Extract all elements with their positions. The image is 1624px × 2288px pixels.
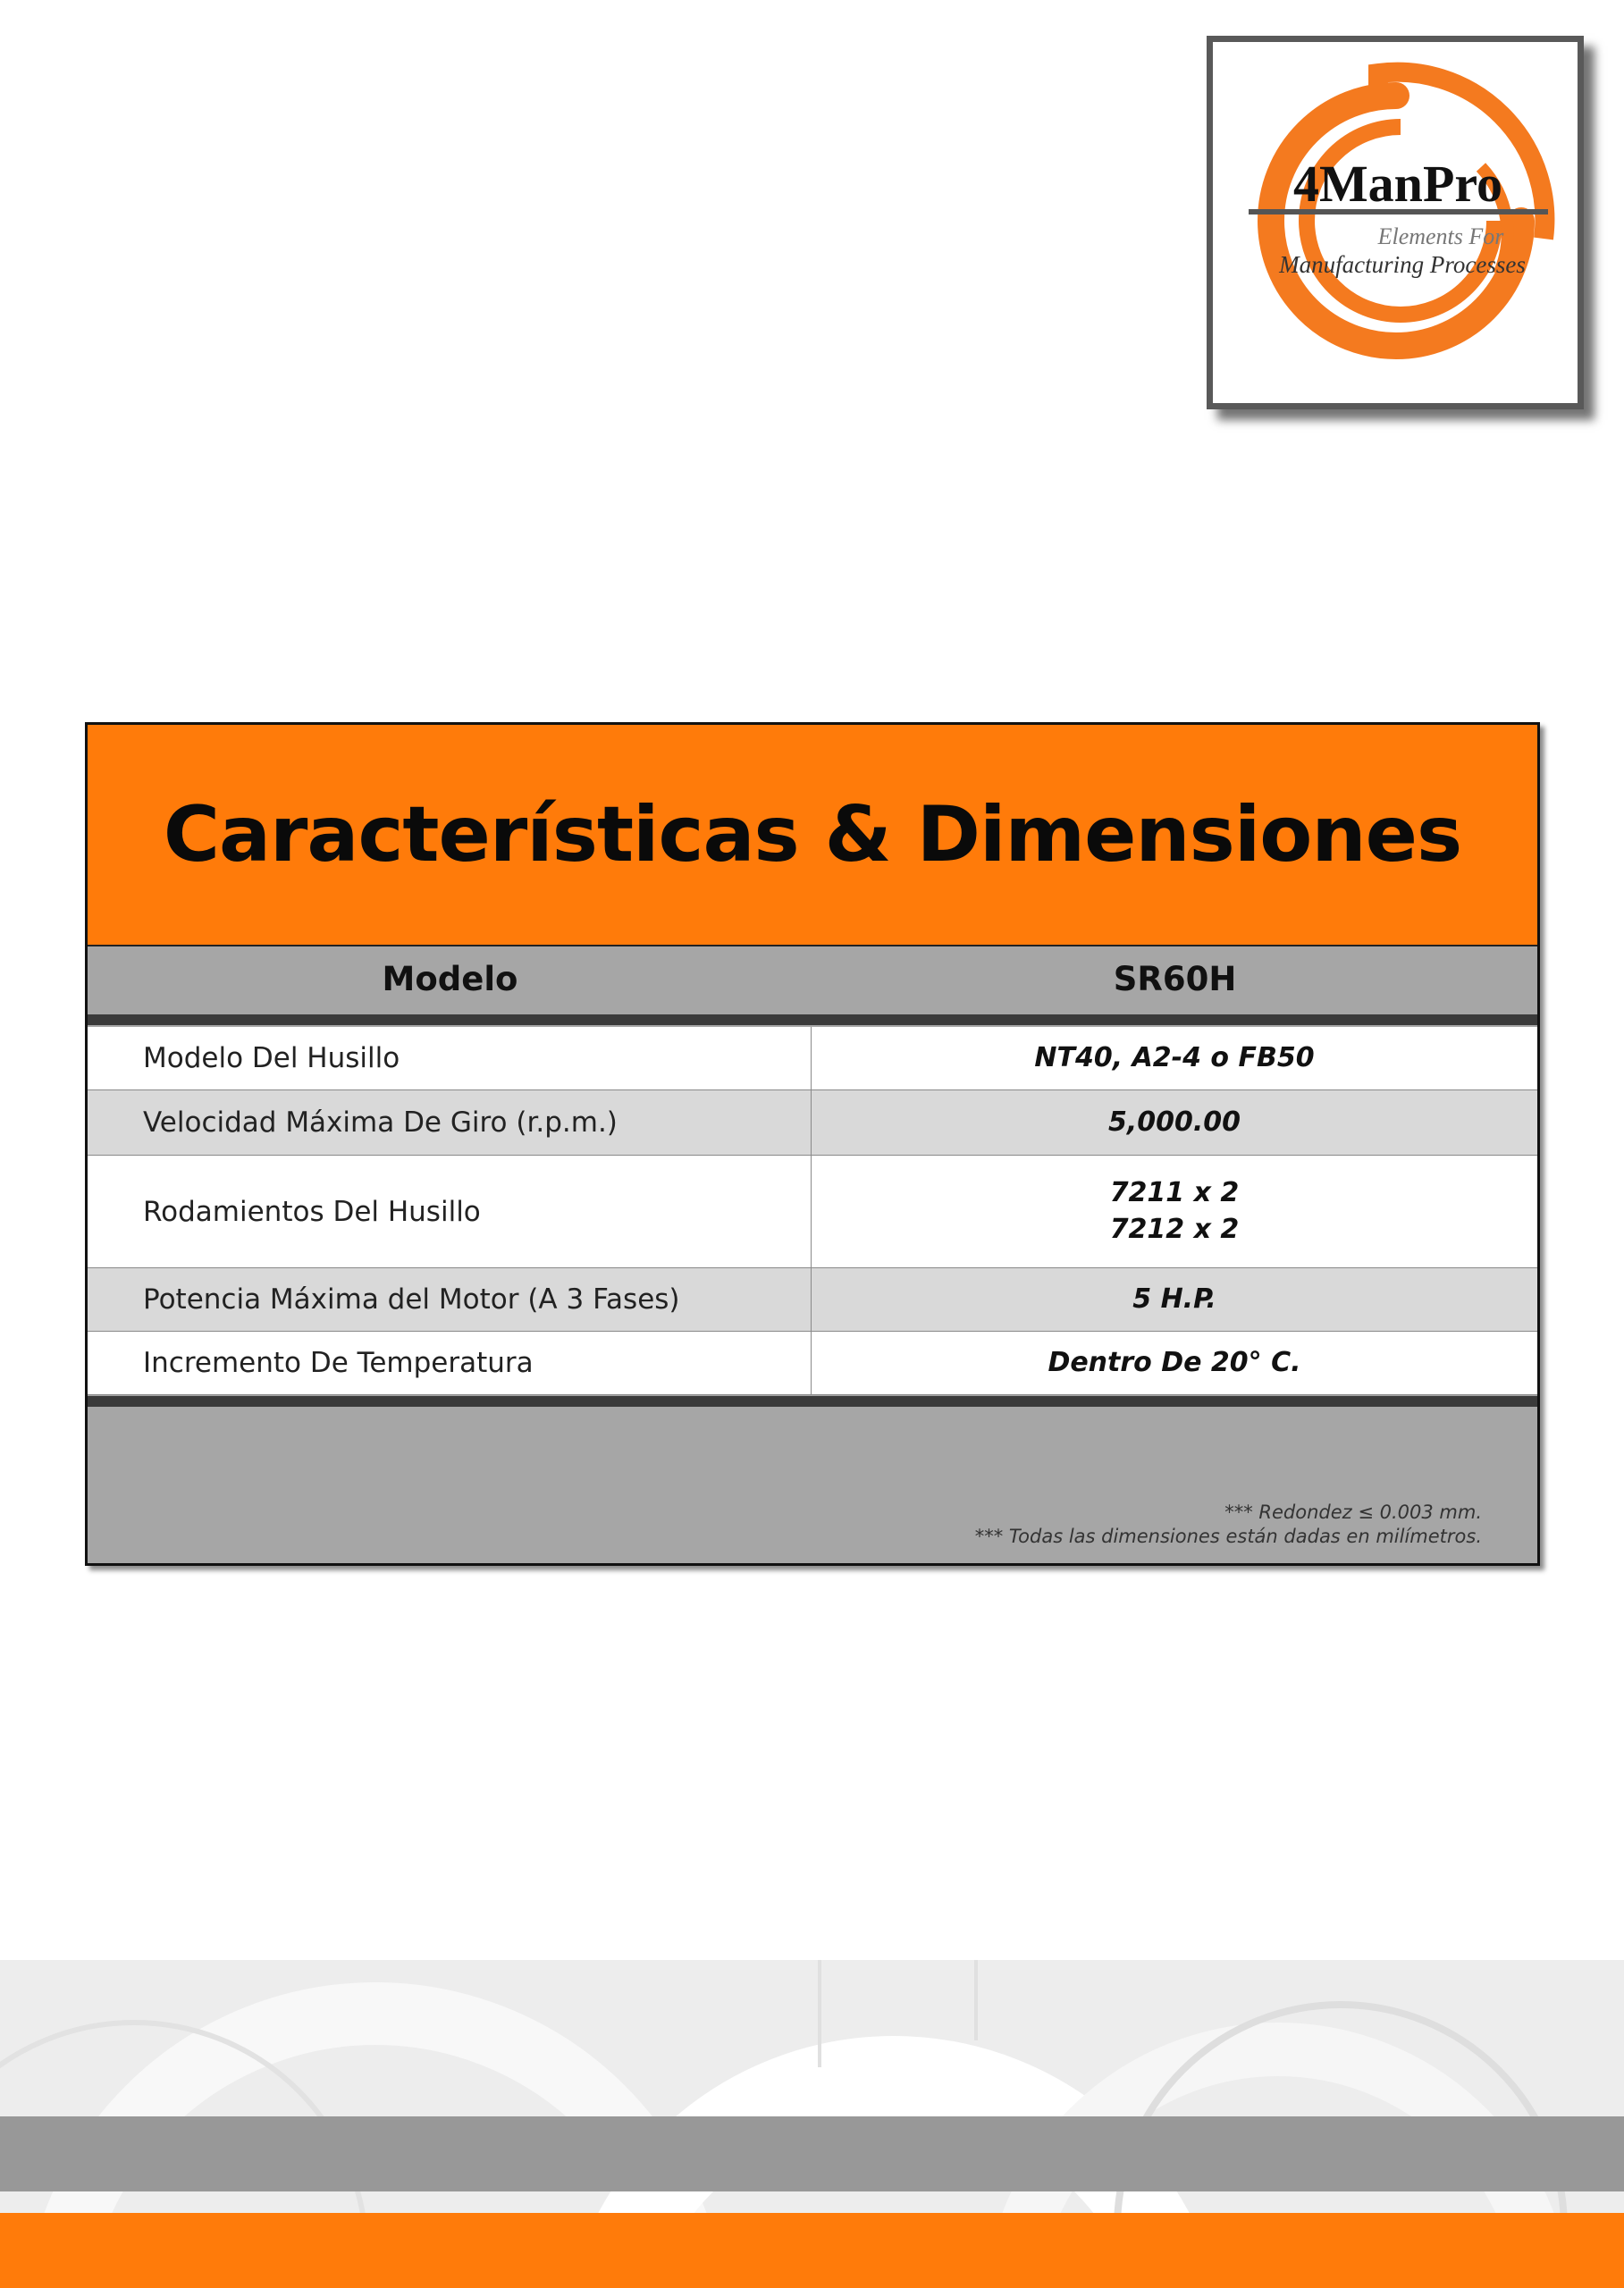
- row-value-line: NT40, A2-4 o FB50: [1034, 1041, 1315, 1073]
- svg-text:4ManPro: 4ManPro: [1292, 155, 1503, 213]
- table-row: [88, 1090, 1537, 1156]
- row-value: [812, 1332, 1537, 1394]
- spec-notes: [975, 1501, 1482, 1549]
- row-label: Potencia Máxima del Motor (A 3 Fases): [88, 1268, 812, 1331]
- row-value: [812, 1268, 1537, 1331]
- row-value: [812, 1027, 1537, 1089]
- company-logo: [1207, 36, 1584, 409]
- row-label: Rodamientos Del Husillo: [88, 1156, 812, 1267]
- header-divider: [88, 1014, 1537, 1025]
- table-row: [88, 1156, 1537, 1268]
- footer-divider: [88, 1396, 1537, 1407]
- svg-text:Manufacturing Processes: Manufacturing Processes: [1279, 251, 1526, 278]
- row-label: Incremento De Temperatura: [88, 1332, 812, 1394]
- row-value-line: 5,000.00: [1107, 1106, 1241, 1138]
- logo-graphic: [1213, 42, 1578, 403]
- row-value: [812, 1090, 1537, 1155]
- note-roundness: *** Redondez ≤ 0.003 mm.: [1224, 1502, 1482, 1523]
- header-model-label: Modelo: [382, 959, 518, 998]
- row-value-line: Dentro De 20° C.: [1048, 1346, 1301, 1378]
- row-value-line: 7211 x 2: [1109, 1177, 1240, 1208]
- spec-table-title: Características & Dimensiones: [88, 725, 1537, 946]
- row-label: Velocidad Máxima De Giro (r.p.m.): [88, 1090, 812, 1155]
- note-units: *** Todas las dimensiones están dadas en milímetros.: [974, 1525, 1482, 1547]
- row-value-line: 5 H.P.: [1132, 1283, 1216, 1315]
- spec-table-header: [88, 946, 1537, 1011]
- spec-table: [85, 722, 1540, 1566]
- spec-rows: [88, 1027, 1537, 1395]
- row-value-line: 7212 x 2: [1109, 1213, 1240, 1245]
- table-row: [88, 1268, 1537, 1332]
- table-row: [88, 1027, 1537, 1090]
- row-label: Modelo Del Husillo: [88, 1027, 812, 1089]
- footer-orange-stripe: [0, 2213, 1624, 2288]
- header-model-value: SR60H: [1113, 959, 1237, 998]
- row-value: [812, 1156, 1537, 1267]
- svg-text:Elements For: Elements For: [1377, 223, 1504, 249]
- footer-grey-stripe: [0, 2116, 1624, 2191]
- table-row: [88, 1332, 1537, 1395]
